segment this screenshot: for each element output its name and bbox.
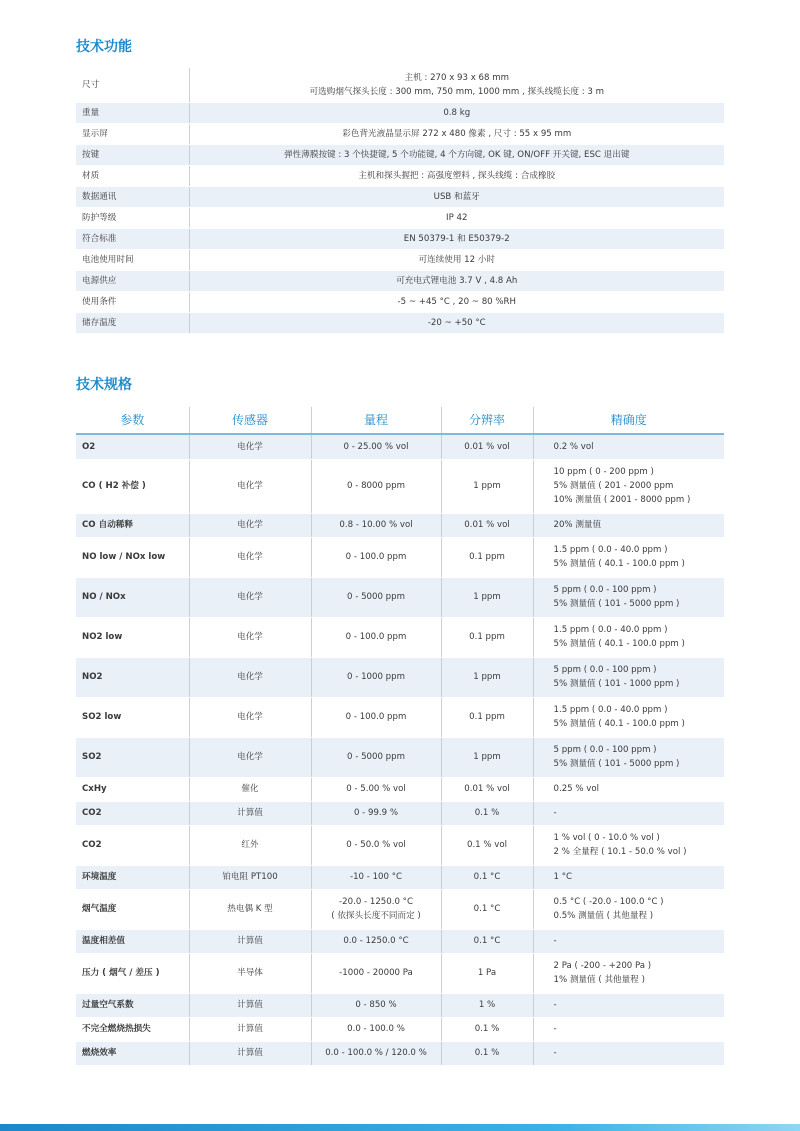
spec-resolution: 1 Pa [441,953,533,993]
spec-param: CO 自动稀释 [76,513,189,537]
spec-row [76,825,724,865]
spec-param: CxHy [76,777,189,801]
spec-accuracy: - [533,929,724,953]
spec-sensor: 铂电阻 PT100 [189,865,311,889]
feature-value: 彩色背光液晶显示屏 272 x 480 像素 , 尺寸 : 55 x 95 mm [189,123,724,144]
spec-resolution: 0.1 °C [441,889,533,929]
spec-accuracy: 2 Pa ( -200 - +200 Pa ) 1% 测量值 ( 其他量程 ) [533,953,724,993]
spec-accuracy: 0.25 % vol [533,777,724,801]
feature-value: 主机和探头握把 : 高强度塑料 , 探头线缆 : 合成橡胶 [189,165,724,186]
spec-resolution: 0.1 ppm [441,697,533,737]
spec-accuracy: 1.5 ppm ( 0.0 - 40.0 ppm ) 5% 测量值 ( 40.1 - 100.0 ppm ) [533,617,724,657]
feature-label: 材质 [76,165,189,186]
spec-sensor: 电化学 [189,513,311,537]
spec-row [76,1041,724,1065]
spec-range: 0 - 5.00 % vol [311,777,441,801]
spec-resolution: 0.1 % [441,1041,533,1065]
spec-range: 0.0 - 100.0 % [311,1017,441,1041]
feature-value: 主机 : 270 x 93 x 68 mm 可选购烟气探头长度 : 300 mm, 750 mm, 1000 mm , 探头线缆长度 : 3 m [189,68,724,102]
feature-value: 可连续使用 12 小时 [189,249,724,270]
spec-resolution: 0.1 °C [441,865,533,889]
specs-title: 技术规格 [76,377,132,393]
feature-label: 电池使用时间 [76,249,189,270]
spec-accuracy: 1 °C [533,865,724,889]
spec-param: 不完全燃烧热损失 [76,1017,189,1041]
spec-range: 0 - 1000 ppm [311,657,441,697]
spec-accuracy: 5 ppm ( 0.0 - 100 ppm ) 5% 测量值 ( 101 - 5000 ppm ) [533,577,724,617]
feature-label: 显示屏 [76,123,189,144]
spec-sensor: 计算值 [189,801,311,825]
spec-accuracy: 1.5 ppm ( 0.0 - 40.0 ppm ) 5% 测量值 ( 40.1 - 100.0 ppm ) [533,697,724,737]
spec-accuracy: 20% 测量值 [533,513,724,537]
spec-sensor: 半导体 [189,953,311,993]
spec-param: NO low / NOx low [76,537,189,577]
feature-label: 按键 [76,144,189,165]
header-resolution: 分辨率 [441,407,533,434]
spec-sensor: 电化学 [189,657,311,697]
spec-row [76,865,724,889]
spec-range: 0 - 5000 ppm [311,577,441,617]
spec-resolution: 0.1 % [441,801,533,825]
features-row [76,102,724,123]
spec-param: SO2 [76,737,189,777]
spec-sensor: 计算值 [189,1041,311,1065]
spec-row [76,889,724,929]
spec-resolution: 1 ppm [441,577,533,617]
spec-row [76,657,724,697]
spec-param: 环境温度 [76,865,189,889]
feature-value: 可充电式锂电池 3.7 V , 4.8 Ah [189,270,724,291]
spec-sensor: 电化学 [189,459,311,513]
header-sensor: 传感器 [189,407,311,434]
features-row [76,68,724,102]
spec-row [76,777,724,801]
spec-resolution: 0.01 % vol [441,777,533,801]
features-row [76,249,724,270]
spec-sensor: 计算值 [189,929,311,953]
spec-row [76,929,724,953]
spec-resolution: 1 ppm [441,657,533,697]
spec-resolution: 0.1 °C [441,929,533,953]
spec-accuracy: - [533,801,724,825]
spec-resolution: 1 ppm [441,459,533,513]
feature-value: 弹性薄膜按键 : 3 个快捷键, 5 个功能键, 4 个方向键, OK 键, ON/OFF 开关键, ESC 退出键 [189,144,724,165]
spec-sensor: 电化学 [189,697,311,737]
spec-range: 0 - 100.0 ppm [311,697,441,737]
spec-param: 压力 ( 烟气 / 差压 ) [76,953,189,993]
spec-range: 0 - 100.0 ppm [311,537,441,577]
spec-resolution: 0.01 % vol [441,513,533,537]
spec-param: 燃烧效率 [76,1041,189,1065]
header-param: 参数 [76,407,189,434]
spec-param: NO / NOx [76,577,189,617]
spec-param: CO ( H2 补偿 ) [76,459,189,513]
features-title: 技术功能 [76,39,132,55]
spec-row [76,1017,724,1041]
spec-row [76,617,724,657]
spec-resolution: 0.01 % vol [441,434,533,459]
spec-resolution: 0.1 ppm [441,537,533,577]
spec-resolution: 0.1 ppm [441,617,533,657]
spec-accuracy: 0.5 °C ( -20.0 - 100.0 °C ) 0.5% 测量值 ( 其他量程 ) [533,889,724,929]
feature-label: 防护等级 [76,207,189,228]
spec-range: 0.8 - 10.00 % vol [311,513,441,537]
spec-accuracy: 0.2 % vol [533,434,724,459]
spec-resolution: 1 % [441,993,533,1017]
specs-table [76,407,724,1066]
spec-row [76,577,724,617]
specs-header-row [76,407,724,434]
spec-range: 0 - 50.0 % vol [311,825,441,865]
spec-param: CO2 [76,801,189,825]
spec-range: -1000 - 20000 Pa [311,953,441,993]
spec-sensor: 电化学 [189,577,311,617]
spec-sensor: 电化学 [189,617,311,657]
spec-row [76,434,724,459]
features-row [76,186,724,207]
feature-label: 电源供应 [76,270,189,291]
spec-range: 0 - 8000 ppm [311,459,441,513]
features-row [76,207,724,228]
spec-param: O2 [76,434,189,459]
spec-sensor: 电化学 [189,537,311,577]
features-row [76,291,724,312]
spec-sensor: 催化 [189,777,311,801]
feature-value: IP 42 [189,207,724,228]
feature-label: 使用条件 [76,291,189,312]
spec-range: -10 - 100 °C [311,865,441,889]
feature-value: EN 50379-1 和 E50379-2 [189,228,724,249]
feature-value: -5 ~ +45 °C , 20 ~ 80 %RH [189,291,724,312]
spec-sensor: 红外 [189,825,311,865]
bottom-accent-bar [0,1124,800,1131]
spec-row [76,513,724,537]
spec-accuracy: - [533,1041,724,1065]
spec-accuracy: 1 % vol ( 0 - 10.0 % vol ) 2 % 全量程 ( 10.1 - 50.0 % vol ) [533,825,724,865]
spec-row [76,697,724,737]
spec-row [76,537,724,577]
feature-label: 尺寸 [76,68,189,102]
spec-sensor: 电化学 [189,737,311,777]
feature-value: 0.8 kg [189,102,724,123]
header-accuracy: 精确度 [533,407,724,434]
feature-label: 数据通讯 [76,186,189,207]
features-row [76,123,724,144]
spec-range: 0 - 850 % [311,993,441,1017]
spec-range: -20.0 - 1250.0 °C ( 依探头长度不同而定 ) [311,889,441,929]
spec-accuracy: 10 ppm ( 0 - 200 ppm ) 5% 测量值 ( 201 - 2000 ppm 10% 测量值 ( 2001 - 8000 ppm ) [533,459,724,513]
spec-param: NO2 low [76,617,189,657]
features-row [76,270,724,291]
spec-sensor: 计算值 [189,1017,311,1041]
feature-value: USB 和蓝牙 [189,186,724,207]
feature-label: 储存温度 [76,312,189,333]
features-table [76,68,724,334]
spec-range: 0 - 25.00 % vol [311,434,441,459]
spec-range: 0.0 - 1250.0 °C [311,929,441,953]
feature-label: 符合标准 [76,228,189,249]
spec-param: 过量空气系数 [76,993,189,1017]
spec-sensor: 电化学 [189,434,311,459]
spec-sensor: 计算值 [189,993,311,1017]
spec-accuracy: 5 ppm ( 0.0 - 100 ppm ) 5% 测量值 ( 101 - 1000 ppm ) [533,657,724,697]
feature-label: 重量 [76,102,189,123]
spec-param: 烟气温度 [76,889,189,929]
features-row [76,312,724,333]
spec-range: 0.0 - 100.0 % / 120.0 % [311,1041,441,1065]
spec-param: SO2 low [76,697,189,737]
spec-range: 0 - 99.9 % [311,801,441,825]
spec-param: NO2 [76,657,189,697]
spec-row [76,993,724,1017]
spec-param: CO2 [76,825,189,865]
spec-accuracy: - [533,1017,724,1041]
spec-resolution: 0.1 % [441,1017,533,1041]
spec-sensor: 热电偶 K 型 [189,889,311,929]
features-row [76,165,724,186]
spec-resolution: 1 ppm [441,737,533,777]
spec-row [76,953,724,993]
spec-accuracy: - [533,993,724,1017]
spec-range: 0 - 5000 ppm [311,737,441,777]
header-range: 量程 [311,407,441,434]
features-row [76,144,724,165]
spec-row [76,459,724,513]
spec-accuracy: 5 ppm ( 0.0 - 100 ppm ) 5% 测量值 ( 101 - 5000 ppm ) [533,737,724,777]
spec-range: 0 - 100.0 ppm [311,617,441,657]
spec-row [76,801,724,825]
spec-resolution: 0.1 % vol [441,825,533,865]
feature-value: -20 ~ +50 °C [189,312,724,333]
spec-row [76,737,724,777]
features-row [76,228,724,249]
spec-param: 温度相差值 [76,929,189,953]
spec-accuracy: 1.5 ppm ( 0.0 - 40.0 ppm ) 5% 测量值 ( 40.1 - 100.0 ppm ) [533,537,724,577]
